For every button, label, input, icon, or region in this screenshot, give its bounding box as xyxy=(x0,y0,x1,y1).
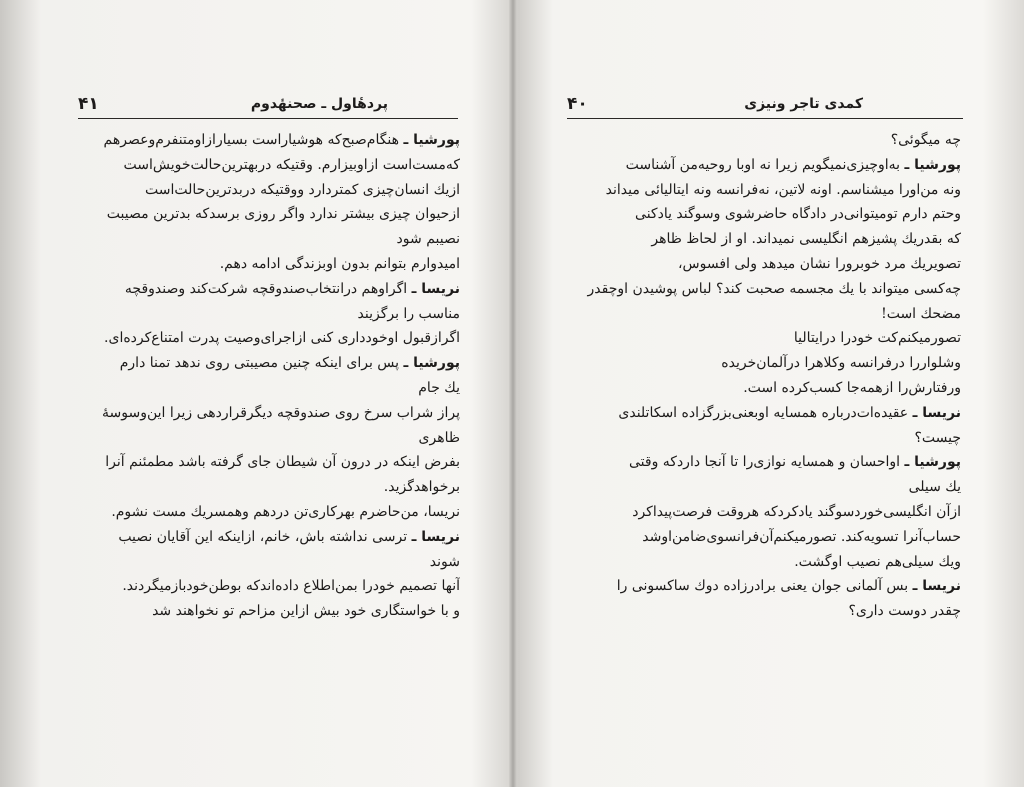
text-line xyxy=(80,574,460,599)
line-text: تصویریك مرد خوبرورا نشان میدهد ولی افسوس، xyxy=(677,255,961,272)
line-text: نصیبم شود xyxy=(396,231,460,248)
line-text: ویك سیلی‌هم نصیب اوگشت. xyxy=(794,553,961,570)
speaker-name: پورشیا ـ xyxy=(403,355,460,372)
speaker-name: پورشیا ـ xyxy=(403,132,460,148)
line-text: ازآن انگلیسی‌خوردسوگند یادکردکه هروقت فرصت‌پیداکرد xyxy=(632,503,961,520)
line-text: ورفتارش‌را ازهمه‌جا کسب‌کرده است. xyxy=(743,379,961,396)
text-line xyxy=(80,326,460,351)
text-line xyxy=(569,550,961,575)
line-text: اواحسان و همسایه نوازی‌را تا آنجا داردکه وقتی xyxy=(628,454,905,471)
line-text: اگرازقبول اوخودداری کنی ازاجرای‌وصیت پدرت امتناع‌کرده‌ای. xyxy=(104,330,460,347)
text-line xyxy=(569,599,961,624)
text-line xyxy=(80,302,460,327)
text-line xyxy=(80,550,460,575)
text-line xyxy=(569,376,961,401)
speaker-name: نریسا ـ xyxy=(912,578,961,595)
text-line xyxy=(80,401,460,426)
line-text: آنها تصمیم خودرا بمن‌اطلاع داده‌اندکه بوطن‌خودبازمیگردند. xyxy=(122,578,460,595)
line-text: که‌مست‌است ازاوبیزارم. وقتیکه دربهترین‌حالت‌خویش‌است xyxy=(123,156,460,173)
line-text: چقدر دوست داری؟ xyxy=(848,603,961,620)
text-line xyxy=(80,351,460,376)
line-text: ظاهری xyxy=(418,429,460,446)
line-text: چیست؟ xyxy=(914,429,961,446)
text-line xyxy=(80,277,460,302)
page-header xyxy=(567,90,963,119)
text-line xyxy=(569,401,961,426)
text-line xyxy=(80,153,460,178)
line-text: پس برای اینکه چنین مصیبتی روی ندهد تمنا دارم xyxy=(119,355,404,372)
line-text: که بقدریك پشیزهم انگلیسی نمیداند. او از لحاظ ظاهر xyxy=(651,231,961,248)
text-line xyxy=(80,178,460,203)
text-line xyxy=(80,128,460,153)
text-line xyxy=(569,302,961,327)
text-line xyxy=(569,128,961,153)
left-page xyxy=(0,0,510,787)
line-text: و با خواستگاری خود بیش ازاین مزاحم تو نخواهند شد xyxy=(152,603,460,620)
line-text: یك سیلی xyxy=(908,479,961,496)
right-page xyxy=(517,0,1024,787)
running-head: پردهٔاول ـ صحنهٔدوم xyxy=(250,96,388,112)
text-line xyxy=(569,574,961,599)
page-text xyxy=(80,128,460,624)
text-line xyxy=(80,252,460,277)
text-line xyxy=(569,178,961,203)
line-text: بفرض اینکه در درون آن شیطان جای گرفته باشد مطمئنم آنرا xyxy=(105,454,460,471)
text-line xyxy=(569,252,961,277)
text-line xyxy=(80,376,460,401)
text-line xyxy=(569,475,961,500)
text-line xyxy=(80,202,460,227)
line-text: تصورمیکنم‌کت خودرا درایتالیا xyxy=(793,330,961,347)
line-text: نریسا، من‌حاضرم بهرکاری‌تن دردهم وهمسریك مست نشوم. xyxy=(111,503,460,520)
line-text: هنگام‌صبح‌که هوشیاراست بسیارازاومتنفرم‌وعصرهم xyxy=(103,132,404,148)
page-number: ۴۱ xyxy=(78,94,99,114)
text-line xyxy=(569,326,961,351)
line-text: ونه من‌اورا میشناسم. اونه لاتین، نه‌فرانسه ونه ایتالیائی میداند xyxy=(605,181,961,198)
line-text: پراز شراب سرخ روی صندوقچه دیگرقراردهی زیرا این‌وسوسهٔ xyxy=(102,404,460,421)
text-line xyxy=(569,500,961,525)
line-text: به‌اوچیزی‌نمیگویم زیرا نه اوبا روحیه‌من آشناست xyxy=(625,156,905,173)
line-text: شوند xyxy=(429,553,460,570)
text-line xyxy=(569,153,961,178)
line-text: مضحك است! xyxy=(881,305,961,322)
text-line xyxy=(80,500,460,525)
line-text: چه میگوئی؟ xyxy=(890,132,961,148)
line-text: حساب‌آنرا تسویه‌کند. تصورمیکنم‌آن‌فرانسوی‌ضامن‌اوشد xyxy=(642,528,961,545)
line-text: ازحیوان چیزی بیشتر ندارد واگر روزی برسدکه بدترین مصیبت xyxy=(106,206,460,223)
text-line xyxy=(569,227,961,252)
line-text: بس آلمانی جوان یعنی برادرزاده دوك ساکسونی را xyxy=(616,578,913,595)
speaker-name: نریسا ـ xyxy=(411,528,460,545)
line-text: عقیده‌ات‌درباره همسایه اوبعنی‌بزرگزاده اسکاتلندی xyxy=(618,404,913,421)
text-line xyxy=(569,277,961,302)
speaker-name: نریسا ـ xyxy=(411,280,460,297)
text-line xyxy=(569,426,961,451)
text-line xyxy=(80,475,460,500)
page-text xyxy=(569,128,961,624)
page-header xyxy=(78,90,458,119)
line-text: چه‌کسی میتواند با یك مجسمه صحبت کند؟ لباس پوشیدن اوچقدر xyxy=(587,280,961,297)
line-text: مناسب را برگزیند xyxy=(357,305,460,322)
line-text: یك جام xyxy=(418,379,460,396)
book-gutter xyxy=(509,0,517,787)
line-text: وحتم دارم تومیتوانی‌در دادگاه حاضرشوی وسوگند یادکنی xyxy=(635,206,961,223)
line-text: ازیك انسان‌چیزی کمتردارد ووقتیکه دربدترین‌حالت‌است xyxy=(145,181,460,198)
running-head: کمدی تاجر ونیزی xyxy=(744,96,863,112)
line-text: وشلواررا درفرانسه وکلاهرا درآلمان‌خریده xyxy=(721,355,961,372)
line-text: برخواهدگزید. xyxy=(383,479,460,496)
text-line xyxy=(80,426,460,451)
text-line xyxy=(80,450,460,475)
speaker-name: پورشیا ـ xyxy=(904,454,961,471)
text-line xyxy=(80,227,460,252)
text-line xyxy=(80,525,460,550)
text-line xyxy=(569,351,961,376)
text-line xyxy=(569,202,961,227)
line-text: اگراوهم درانتخاب‌صندوقچه شرکت‌کند وصندوقچه xyxy=(124,280,412,297)
page-number: ۴۰ xyxy=(567,94,588,114)
speaker-name: پورشیا ـ xyxy=(904,156,961,173)
speaker-name: نریسا ـ xyxy=(912,404,961,421)
text-line xyxy=(569,525,961,550)
text-line xyxy=(80,599,460,624)
line-text: ترسی نداشته باش، خانم، ازاینکه این آقایان نصیب xyxy=(118,528,412,545)
text-line xyxy=(569,450,961,475)
line-text: امیدوارم بتوانم بدون اوبزندگی ادامه دهم. xyxy=(219,255,460,272)
